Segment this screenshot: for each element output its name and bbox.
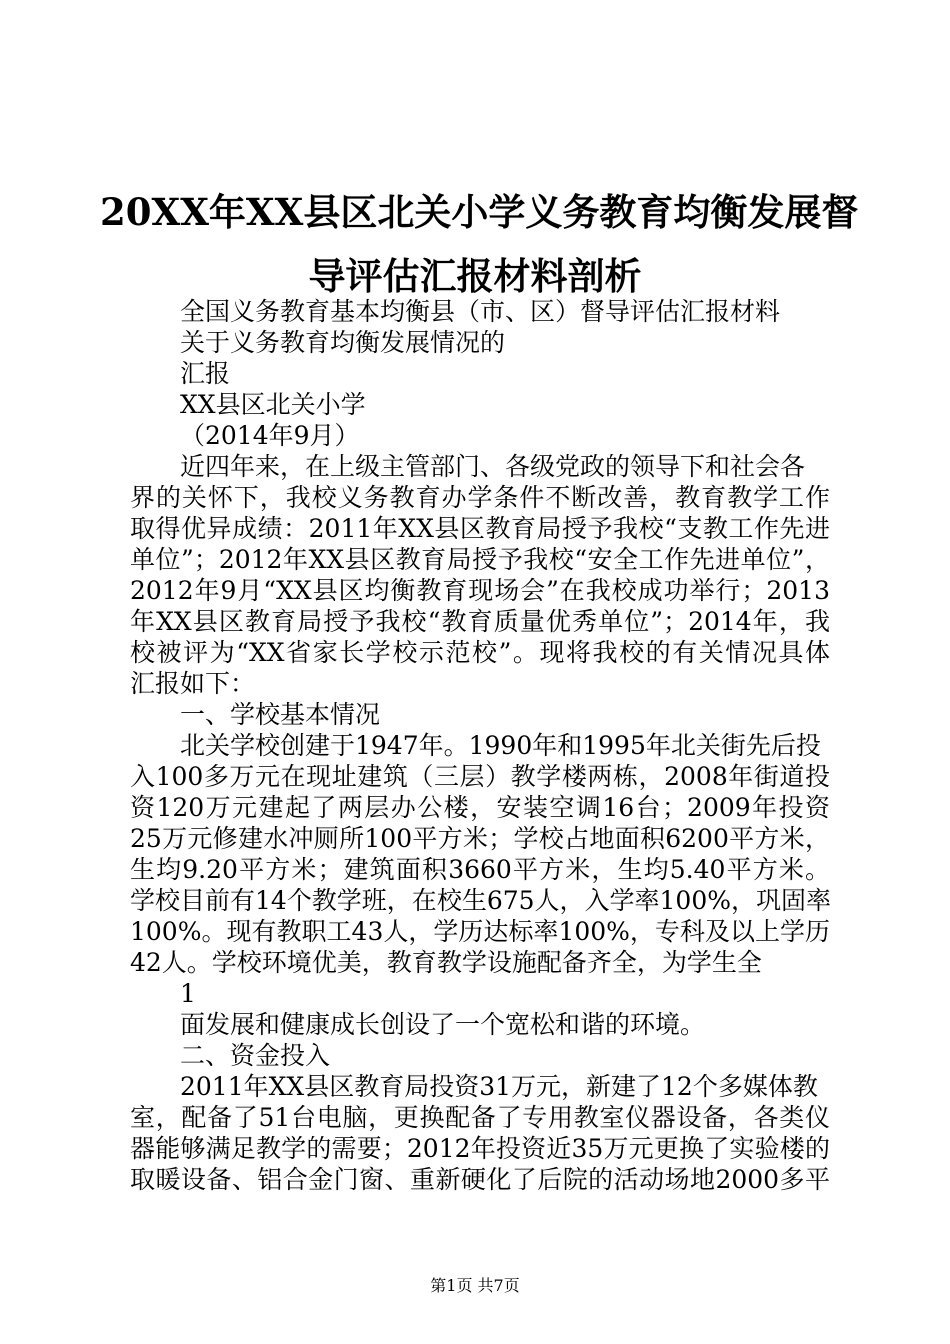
paragraph-line: 资120万元建起了两层办公楼，安装空调16台；2009年投资 (130, 793, 830, 822)
section-heading: 一、学校基本情况 (180, 700, 381, 729)
paragraph-line: 年XX县区教育局授予我校“教育质量优秀单位”；2014年，我 (130, 607, 830, 636)
paragraph-line: 生均9.20平方米；建筑面积3660平方米，生均5.40平方米。 (130, 855, 830, 884)
paragraph-line: 42人。学校环境优美，教育教学设施配备齐全，为学生全 (130, 948, 762, 977)
inline-page-number: 1 (180, 979, 196, 1008)
paragraph-line: 近四年来，在上级主管部门、各级党政的领导下和社会各 (180, 452, 806, 481)
paragraph-line: 入100多万元在现址建筑（三层）教学楼两栋，2008年街道投 (130, 762, 830, 791)
school-name: XX县区北关小学 (180, 390, 366, 419)
document-title-line-2: 导评估汇报材料剖析 (308, 254, 642, 298)
paragraph-line: 学校目前有14个教学班，在校生675人，入学率100%，巩固率 (130, 886, 832, 915)
document-title-line-1: 20XX年XX县区北关小学义务教育均衡发展督 (100, 190, 859, 234)
paragraph-line: 器能够满足教学的需要；2012年投资近35万元更换了实验楼的 (130, 1134, 830, 1163)
paragraph-line: 汇报如下： (130, 669, 256, 698)
paragraph-line: 北关学校创建于1947年。1990年和1995年北关街先后投 (180, 731, 821, 760)
paragraph-line: 界的关怀下，我校义务教育办学条件不断改善，教育教学工作 (130, 483, 830, 512)
report-date: （2014年9月） (180, 421, 360, 450)
subtitle-line: 汇报 (180, 359, 231, 388)
subtitle-line: 关于义务教育均衡发展情况的 (180, 328, 506, 357)
paragraph-line: 单位”；2012年XX县区教育局授予我校“安全工作先进单位”， (130, 545, 830, 574)
paragraph-line: 100%。现有教职工43人，学历达标率100%，专科及以上学历 (130, 917, 830, 946)
paragraph-line: 25万元修建水冲厕所100平方米；学校占地面积6200平方米， (130, 824, 830, 853)
section-heading: 二、资金投入 (180, 1041, 331, 1070)
paragraph-line: 2011年XX县区教育局投资31万元，新建了12个多媒体教 (180, 1072, 818, 1101)
subtitle-line: 全国义务教育基本均衡县（市、区）督导评估汇报材料 (180, 297, 781, 326)
paragraph-line: 2012年9月“XX县区均衡教育现场会”在我校成功举行；2013 (130, 576, 830, 605)
paragraph-line: 室，配备了51台电脑，更换配备了专用教室仪器设备，各类仪 (130, 1103, 830, 1132)
paragraph-line: 面发展和健康成长创设了一个宽松和谐的环境。 (180, 1010, 706, 1039)
paragraph-line: 校被评为“XX省家长学校示范校”。现将我校的有关情况具体 (130, 638, 830, 667)
paragraph-line: 取得优异成绩：2011年XX县区教育局授予我校“支教工作先进 (130, 514, 830, 543)
paragraph-line: 取暖设备、铝合金门窗、重新硬化了后院的活动场地2000多平 (130, 1165, 830, 1194)
page-footer: 第1页 共7页 (430, 1276, 520, 1295)
